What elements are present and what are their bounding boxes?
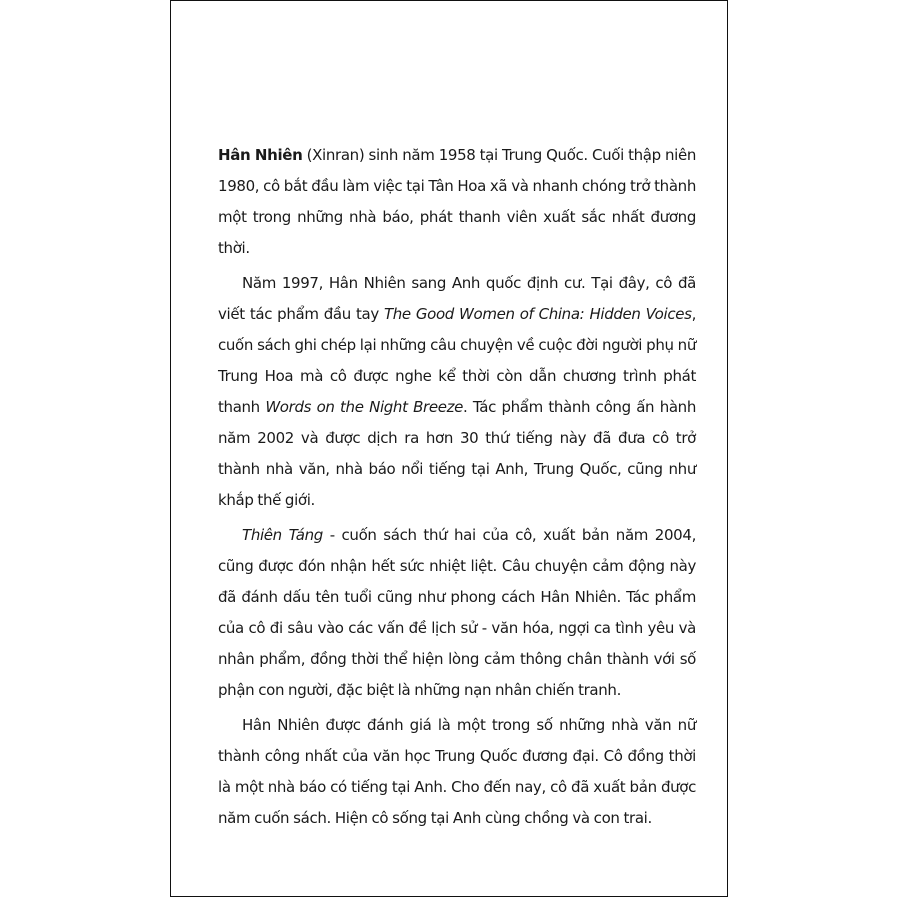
bio-text: Năm 1997, Hân Nhiên sang Anh quốc định cư. Tại đây, cô đã viết tác phẩm đầu tay <box>218 274 696 323</box>
bio-paragraph-4 <box>218 710 696 834</box>
author-bio <box>218 140 696 838</box>
bio-text: , cuốn sách ghi chép lại những câu chuyện về cuộc đời người phụ nữ Trung Hoa mà cô được nghe kể thời còn dẫn chương trình phát thanh <box>218 305 696 416</box>
book-title: The Good Women of China: Hidden Voices <box>383 305 692 323</box>
bio-text: - cuốn sách thứ hai của cô, xuất bản năm 2004, cũng được đón nhận hết sức nhiệt liệt. Câu chuyện cảm động này đã đánh dấu tên tuổi cũng như phong cách Hân Nhiên. Tác phẩm của cô đi sâu vào các vấn đề lịch sử - văn hóa, ngợi ca tình yêu và nhân phẩm, đồng thời thể hiện lòng cảm thông chân thành với số phận con người, đặc biệt là những nạn nhân chiến tranh. <box>218 526 696 699</box>
bio-text: . Tác phẩm thành công ấn hành năm 2002 và được dịch ra hơn 30 thứ tiếng này đã đưa cô trở thành nhà văn, nhà báo nổi tiếng tại Anh, Trung Quốc, cũng như khắp thế giới. <box>218 398 697 509</box>
author-name: Hân Nhiên <box>218 146 303 164</box>
bio-paragraph-1 <box>218 140 696 264</box>
program-title: Words on the Night Breeze <box>265 398 464 416</box>
bio-paragraph-2 <box>218 268 696 516</box>
bio-text: (Xinran) sinh năm 1958 tại Trung Quốc. Cuối thập niên 1980, cô bắt đầu làm việc tại Tân Hoa xã và nhanh chóng trở thành một trong những nhà báo, phát thanh viên xuất sắc nhất đương thời. <box>218 146 697 257</box>
book-page <box>170 0 728 897</box>
bio-paragraph-3 <box>218 520 696 706</box>
book-title: Thiên Táng <box>242 526 323 544</box>
bio-text: Hân Nhiên được đánh giá là một trong số những nhà văn nữ thành công nhất của văn học Trung Quốc đương đại. Cô đồng thời là một nhà báo có tiếng tại Anh. Cho đến nay, cô đã xuất bản được năm cuốn sách. Hiện cô sống tại Anh cùng chồng và con trai. <box>218 716 696 827</box>
